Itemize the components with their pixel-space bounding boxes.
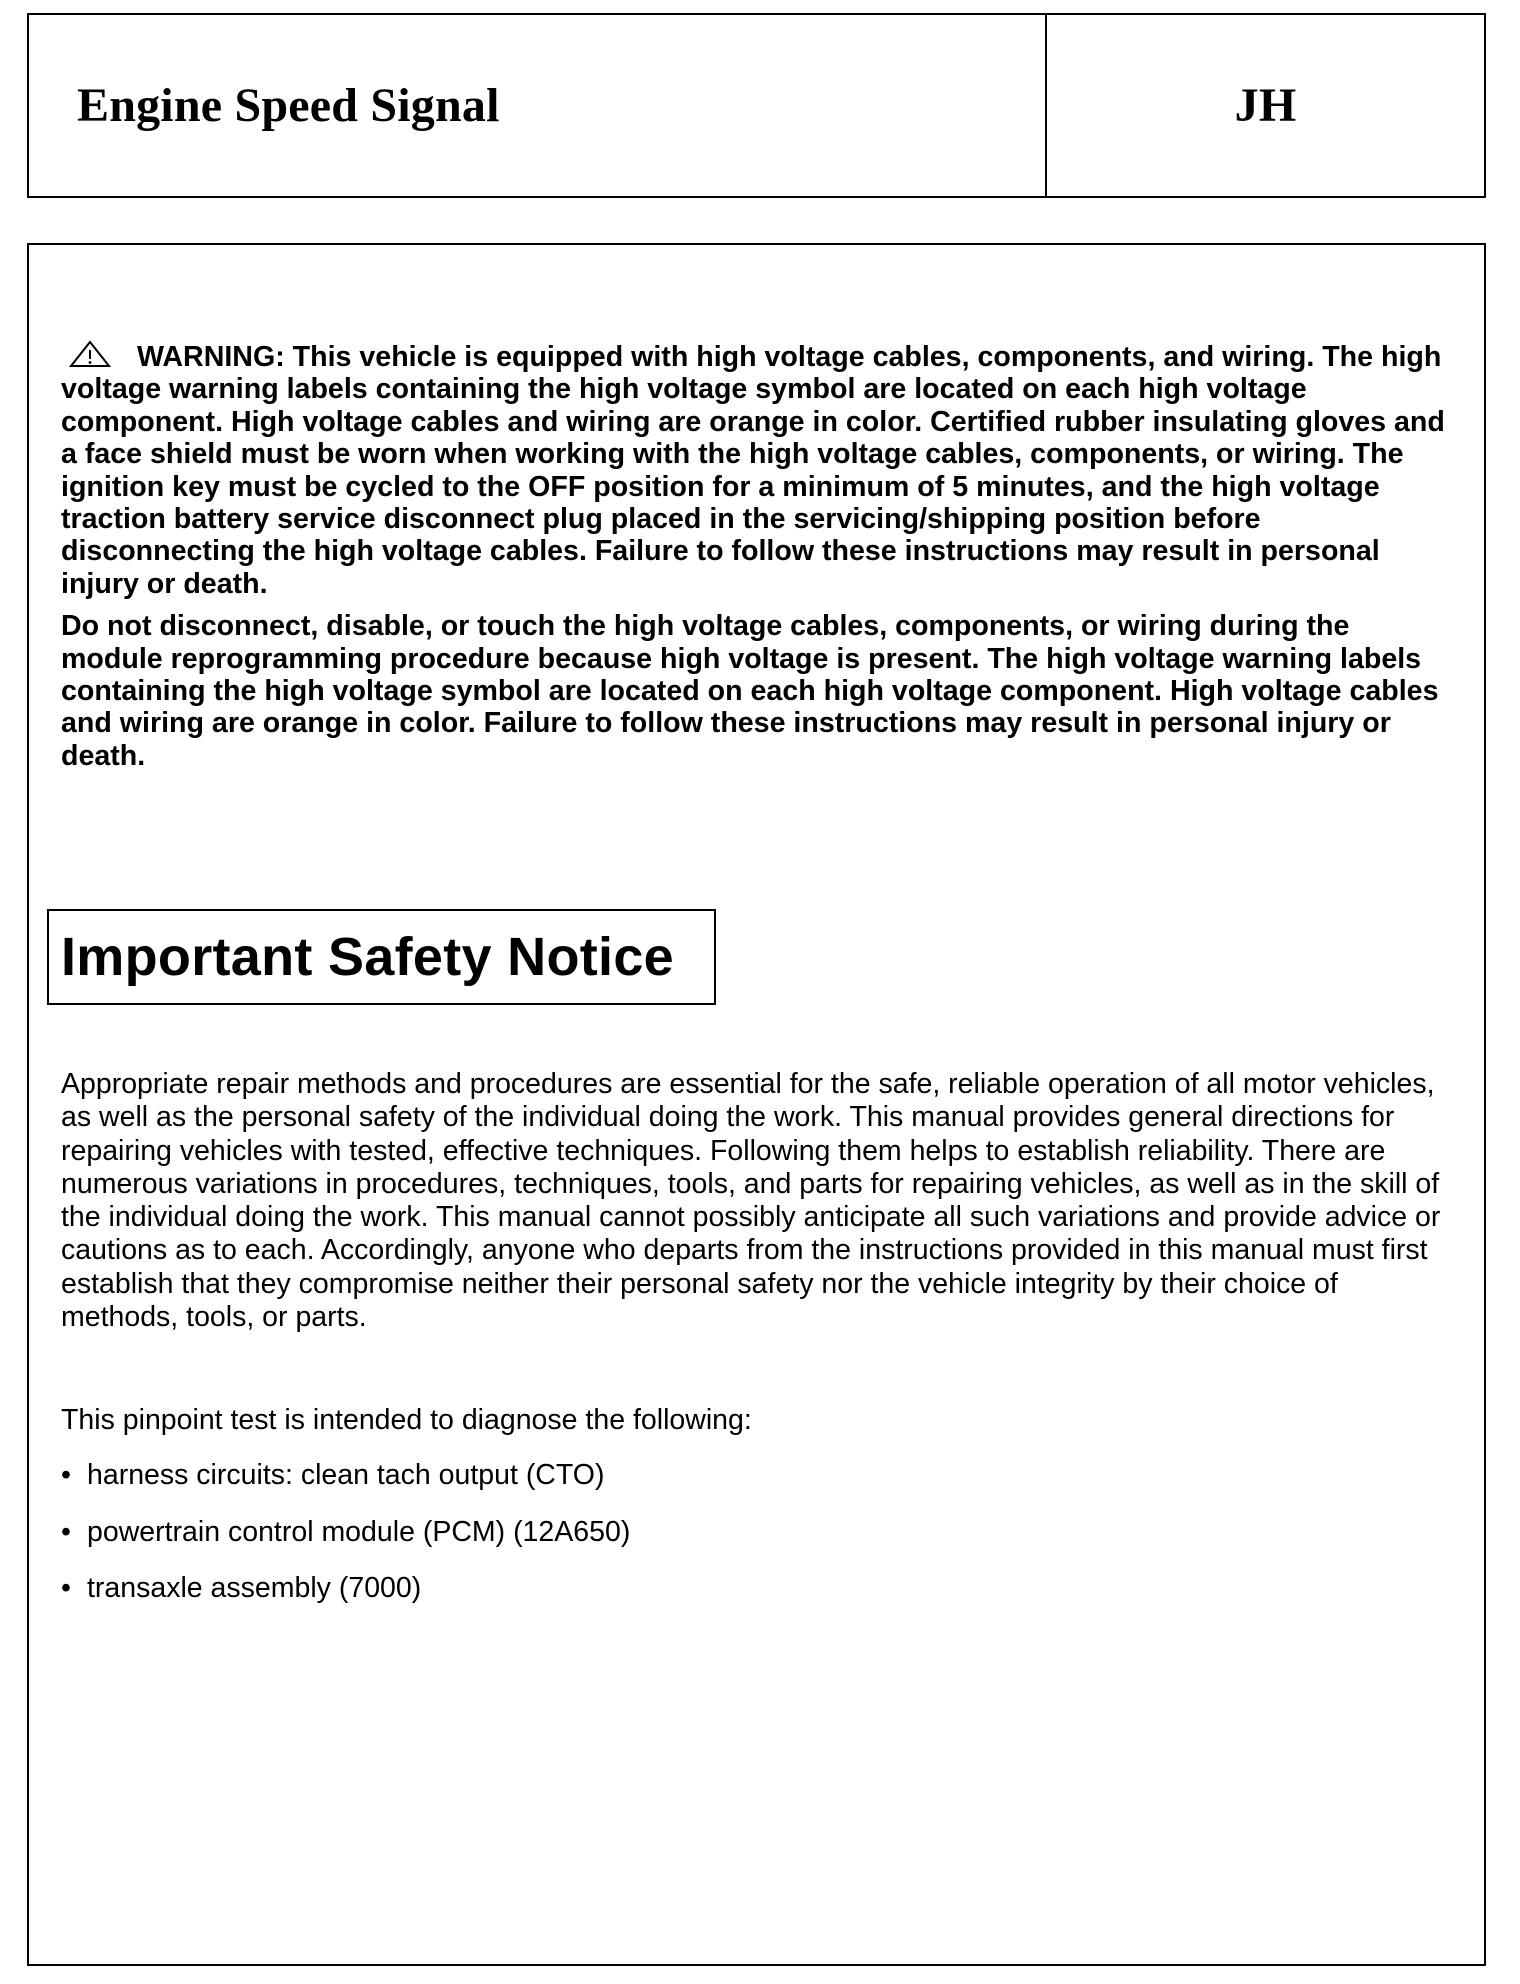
list-item-text: transaxle assembly (7000) <box>87 1572 422 1604</box>
warning-text-1: WARNING: This vehicle is equipped with high voltage cables, components, and wiring. The high voltage warning labels containing the high voltage symbol are located on each high voltage component. High voltage cables and wiring are orange in color. Certified rubber insulating gloves and a face shield must be worn when working with the high voltage cables, components, or wiring. The ignition key must be cycled to the OFF position for a minimum of 5 minutes, and the high voltage traction battery service disconnect plug placed in the servicing/shipping position before disconnecting the high voltage cables. Failure to follow these instructions may result in personal injury or death. <box>61 341 1445 600</box>
warning-paragraph-2: Do not disconnect, disable, or touch the high voltage cables, components, or wiring during the module reprogramming procedure because high voltage is present. The high voltage warning labels containing the high voltage symbol are located on each high voltage component. High voltage cables and wiring are orange in color. Failure to follow these instructions may result in personal injury or death. <box>61 610 1439 772</box>
notice-body: Appropriate repair methods and procedures are essential for the safe, reliable operation of all motor vehicles, as well as the personal safety of the individual doing the work. This manual provides general directions for repairing vehicles with tested, effective techniques. Following them helps to establish reliability. There are numerous variations in procedures, techniques, tools, and parts for repairing vehicles, as well as in the skill of the individual doing the work. This manual cannot possibly anticipate all such variations and provide advice or cautions as to each. Accordingly, anyone who departs from the instructions provided in this manual must first establish that they compromise neither their personal safety nor the vehicle integrity by their choice of methods, tools, or parts. <box>61 1068 1441 1334</box>
warning-block <box>61 340 1451 772</box>
test-code: JH <box>1234 79 1297 132</box>
list-item-text: powertrain control module (PCM) (12A650) <box>87 1515 631 1548</box>
list-item <box>61 1459 630 1516</box>
bullet-icon: • <box>61 1459 71 1491</box>
diagnosis-list <box>61 1459 630 1629</box>
warning-triangle-icon <box>69 340 111 368</box>
bullet-icon: • <box>61 1515 71 1548</box>
list-item <box>61 1516 630 1573</box>
warning-paragraph-1 <box>61 340 1451 600</box>
bullet-icon: • <box>61 1572 71 1604</box>
notice-heading-box <box>47 909 716 1005</box>
page-title: Engine Speed Signal <box>77 79 500 132</box>
notice-heading: Important Safety Notice <box>61 927 675 987</box>
list-item-text: harness circuits: clean tach output (CTO) <box>87 1459 605 1491</box>
pinpoint-intro: This pinpoint test is intended to diagnose the following: <box>61 1404 752 1436</box>
header-table <box>27 13 1486 198</box>
list-item <box>61 1572 630 1629</box>
header-code-cell <box>1047 15 1484 196</box>
header-title-cell <box>29 15 1047 196</box>
content-frame <box>27 243 1486 1966</box>
